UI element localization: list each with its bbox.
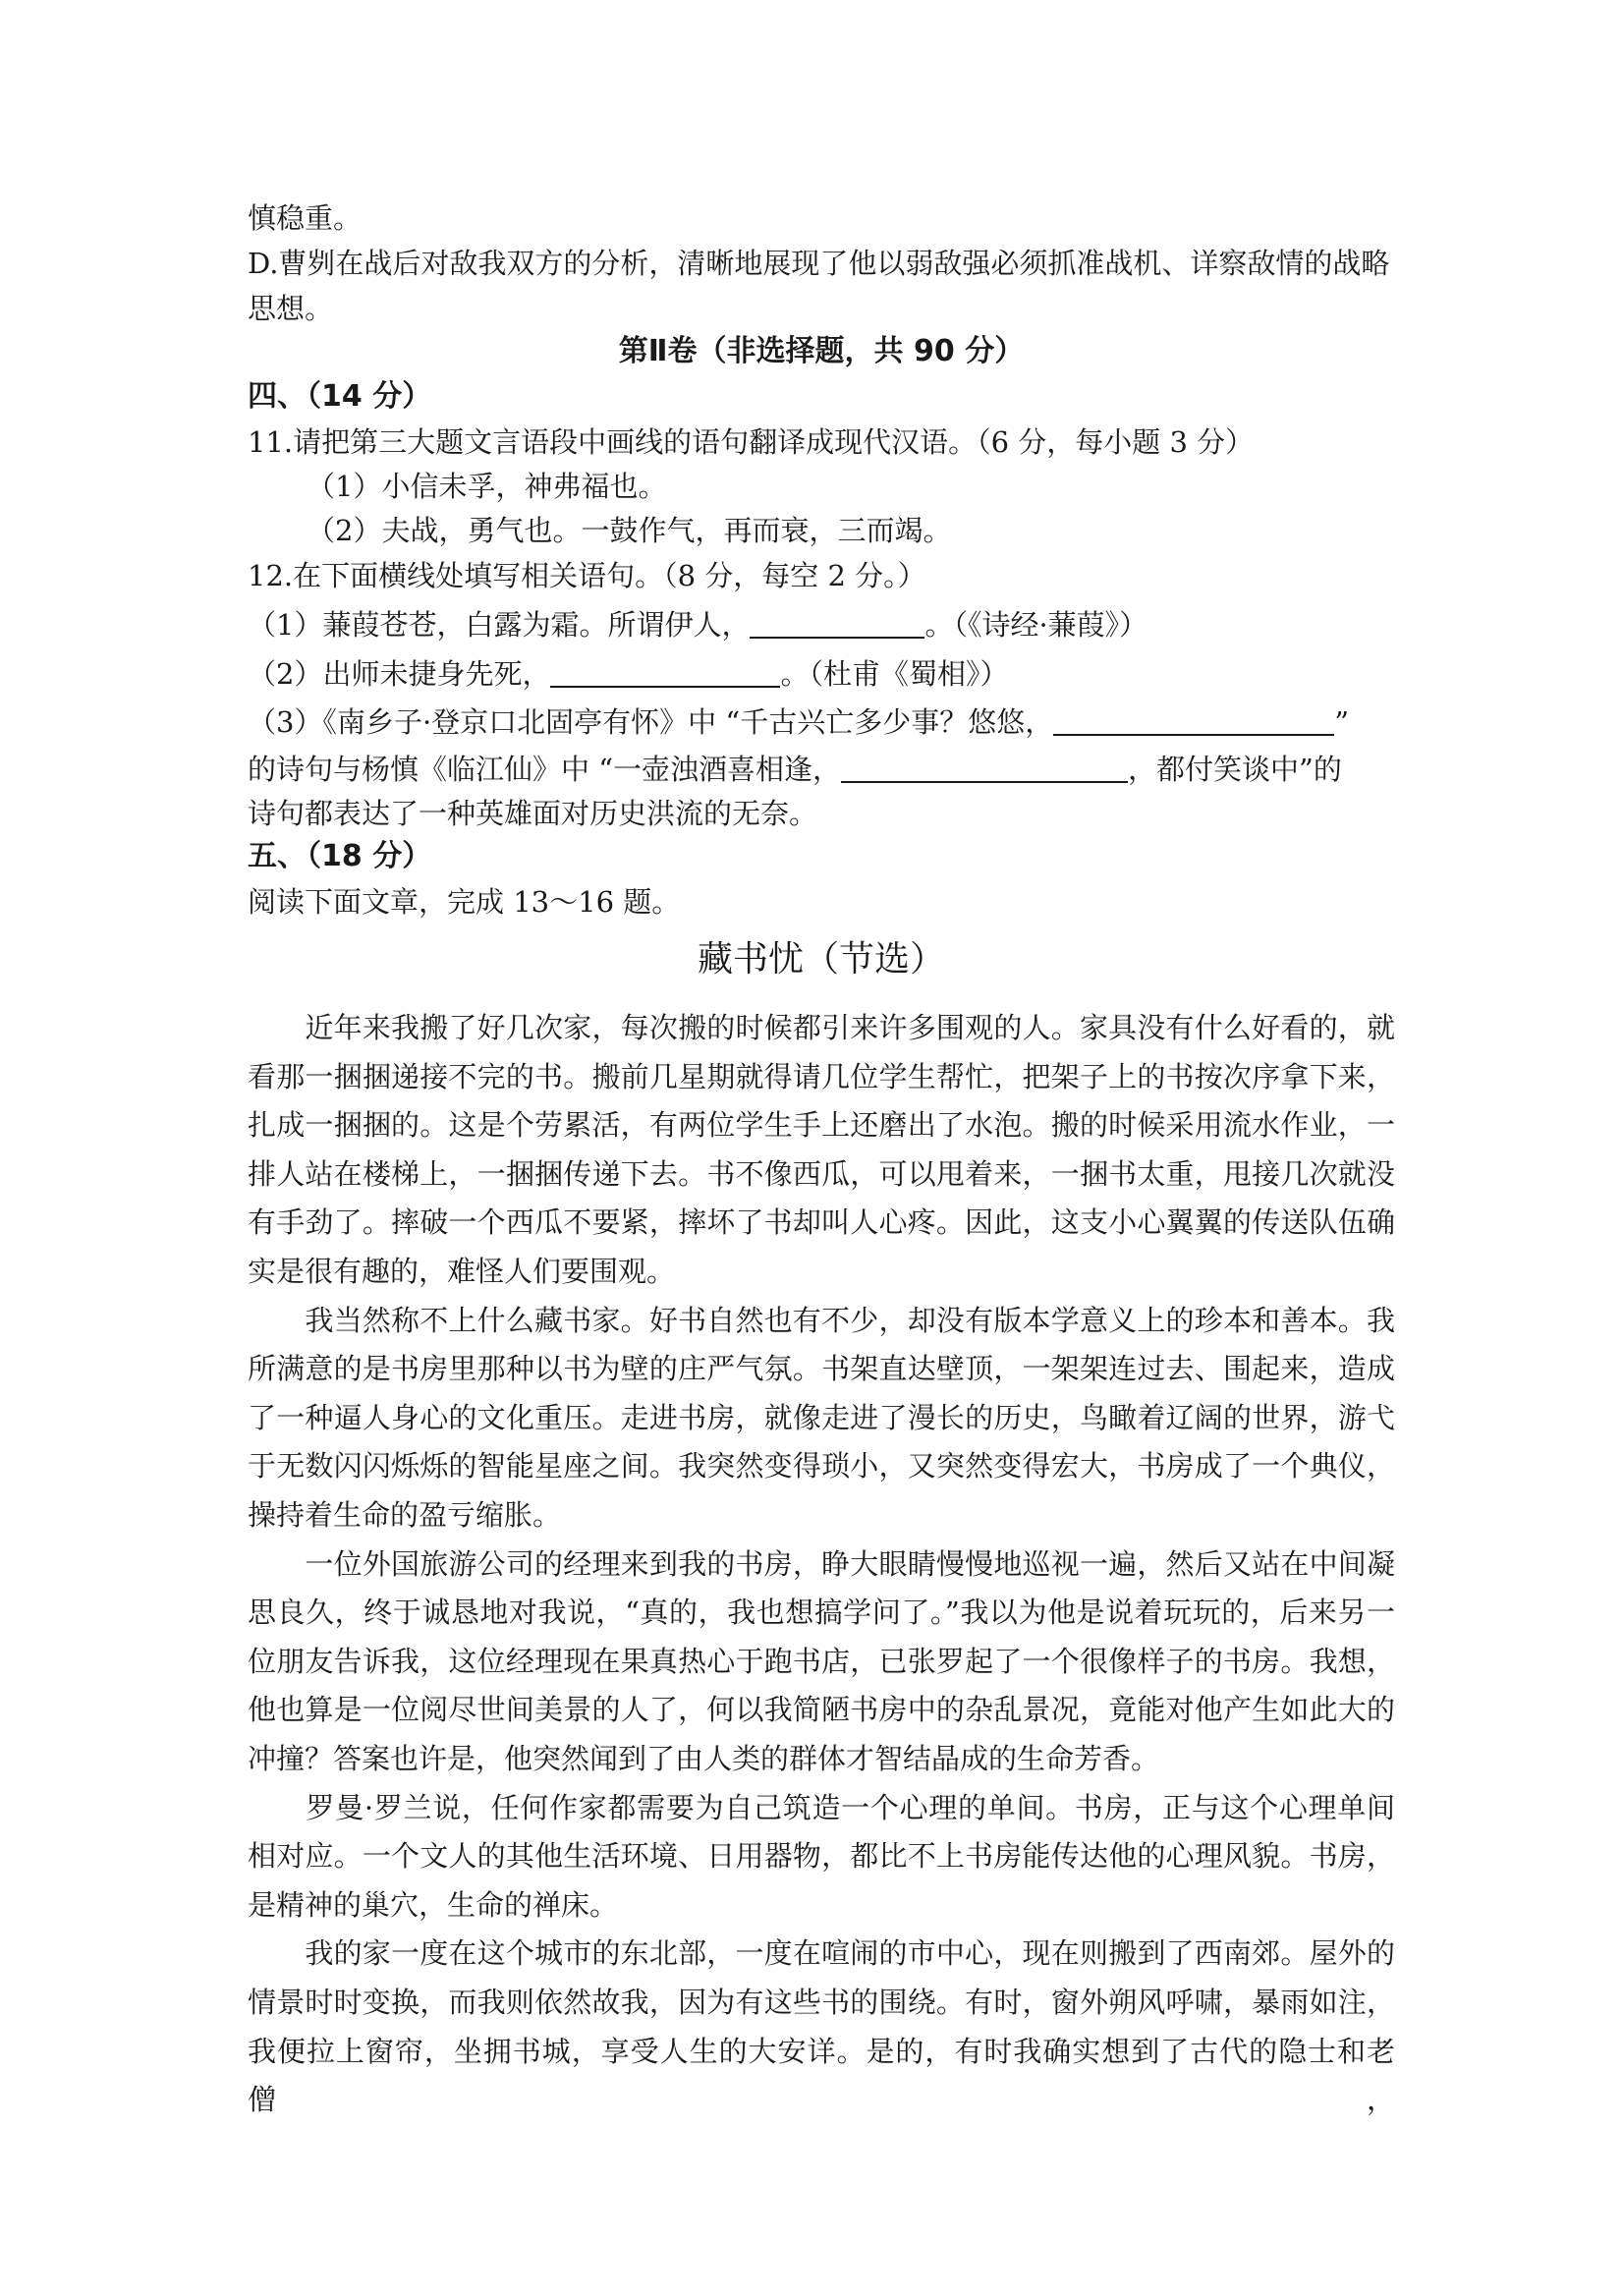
answer-blank[interactable] <box>750 607 924 639</box>
question-12: 12.在下面横线处填写相关语句。（8 分，每空 2 分。） <box>248 559 926 592</box>
article-p1-line: 有手劲了。摔破一个西瓜不要紧，摔坏了书却叫人心疼。因此，这支小心翼翼的传送队伍确 <box>248 1205 1395 1240</box>
answer-blank[interactable] <box>841 752 1128 783</box>
section-4-heading: 四、（14 分） <box>248 379 432 414</box>
article-p3-line: 冲撞？答案也许是，他突然闻到了由人类的群体才智结晶成的生命芳香。 <box>248 1742 1160 1775</box>
option-d-line-1: D.曹刿在战后对敌我双方的分析，清晰地展现了他以弱敌强必须抓准战机、详察敌情的战略 <box>248 247 1390 280</box>
article-p1-line: 扎成一捆捆的。这是个劳累活，有两位学生手上还磨出了水泡。搬的时候采用流水作业，一 <box>248 1108 1395 1143</box>
article-p4-line: 罗曼·罗兰说，任何作家都需要为自己筑造一个心理的单间。书房，正与这个心理单间 <box>248 1790 1395 1824</box>
question-12-item-3 <box>248 700 1395 744</box>
volume-title: 第Ⅱ卷（非选择题，共 90 分） <box>618 334 1025 368</box>
article-p2-line: 于无数闪闪烁烁的智能星座之间。我突然变得琐小，又突然变得宏大，书房成了一个典仪， <box>248 1449 1395 1484</box>
article-p2-line: 了一种逼人身心的文化重压。走进书房，就像走进了漫长的历史，鸟瞰着辽阔的世界，游弋 <box>248 1400 1395 1434</box>
question-12-item-1 <box>248 603 1395 646</box>
q12-3b-suffix: ，都付笑谈中”的 <box>1128 753 1342 786</box>
article-p1-line: 看那一捆捆递接不完的书。搬前几星期就得请几位学生帮忙，把架子上的书按次序拿下来， <box>248 1059 1395 1093</box>
article-p3-line: 位朋友告诉我，这位经理现在果真热心于跑书店，已张罗起了一个很像样子的书房。我想， <box>248 1644 1395 1678</box>
question-12-item-3-line-3: 诗句都表达了一种英雄面对历史洪流的无奈。 <box>248 797 818 830</box>
article-p4-line: 相对应。一个文人的其他生活环境、日用器物，都比不上书房能传达他的心理风貌。书房， <box>248 1839 1395 1874</box>
article-title: 藏书忧（节选） <box>697 939 945 980</box>
option-d-line-2: 思想。 <box>248 292 334 325</box>
section-5-heading: 五、（18 分） <box>248 839 432 873</box>
question-12-item-3-line-2 <box>248 748 1395 791</box>
prev-option-text-end: 慎稳重。 <box>248 201 363 235</box>
article-p2-line: 所满意的是书房里那种以书为壁的庄严气氛。书架直达壁顶，一架架连过去、围起来，造成 <box>248 1352 1395 1386</box>
article-p1-line: 排人站在楼梯上，一捆捆传递下去。书不像西瓜，可以甩着来，一捆书太重，甩接几次就没 <box>248 1156 1395 1191</box>
answer-blank[interactable] <box>550 656 780 688</box>
q12-2-prefix: （2）出师未捷身先死， <box>248 657 551 691</box>
article-p1-line: 实是很有趣的，难怪人们要围观。 <box>248 1255 676 1288</box>
question-12-item-2 <box>248 652 1395 696</box>
article-p5-line: 我的家一度在这个城市的东北部，一度在喧闹的市中心，现在则搬到了西南郊。屋外的 <box>248 1936 1395 1971</box>
question-11: 11.请把第三大题文言语段中画线的语句翻译成现代汉语。（6 分，每小题 3 分） <box>248 425 1255 459</box>
article-p2-line: 我当然称不上什么藏书家。好书自然也有不少，却没有版本学意义上的珍本和善本。我 <box>248 1303 1395 1337</box>
question-11-item-2: （2）夫战，勇气也。一鼓作气，再而衰，三而竭。 <box>307 514 952 547</box>
article-p5-line: 我便拉上窗帘，坐拥书城，享受人生的大安详。是的，有时我确实想到了古代的隐士和老僧， <box>248 2034 1395 2117</box>
q12-3-suffix: ” <box>1334 705 1350 739</box>
q12-1-suffix: 。（《诗经·蒹葭》） <box>924 608 1148 642</box>
section-5-intro: 阅读下面文章，完成 13～16 题。 <box>248 885 681 919</box>
article-p1-line: 近年来我搬了好几次家，每次搬的时候都引来许多围观的人。家具没有什么好看的，就 <box>248 1011 1395 1044</box>
q12-1-prefix: （1）蒹葭苍苍，白露为霜。所谓伊人， <box>248 608 751 642</box>
q12-3b-prefix: 的诗句与杨慎《临江仙》中 “一壶浊酒喜相逢， <box>248 753 842 786</box>
answer-blank[interactable] <box>1053 704 1334 736</box>
article-p3-line: 思良久，终于诚恳地对我说，“真的，我也想搞学问了。”我以为他是说着玩玩的，后来另一 <box>248 1596 1395 1630</box>
article-p3-line: 他也算是一位阅尽世间美景的人了，何以我简陋书房中的杂乱景况，竟能对他产生如此大的 <box>248 1693 1395 1727</box>
q12-3-prefix: （3）《南乡子·登京口北固亭有怀》中 “千古兴亡多少事？悠悠， <box>248 705 1054 739</box>
article-p3-line: 一位外国旅游公司的经理来到我的书房，睁大眼睛慢慢地巡视一遍，然后又站在中间凝 <box>248 1546 1395 1581</box>
article-p5-line: 情景时时变换，而我则依然故我，因为有这些书的围绕。有时，窗外朔风呼啸，暴雨如注， <box>248 1986 1395 2019</box>
question-11-item-1: （1）小信未孚，神弗福也。 <box>307 470 667 503</box>
article-p4-line: 是精神的巢穴，生命的禅床。 <box>248 1887 619 1922</box>
article-p2-line: 操持着生命的盈亏缩胀。 <box>248 1498 562 1532</box>
q12-2-suffix: 。（杜甫《蜀相》） <box>780 657 1009 691</box>
